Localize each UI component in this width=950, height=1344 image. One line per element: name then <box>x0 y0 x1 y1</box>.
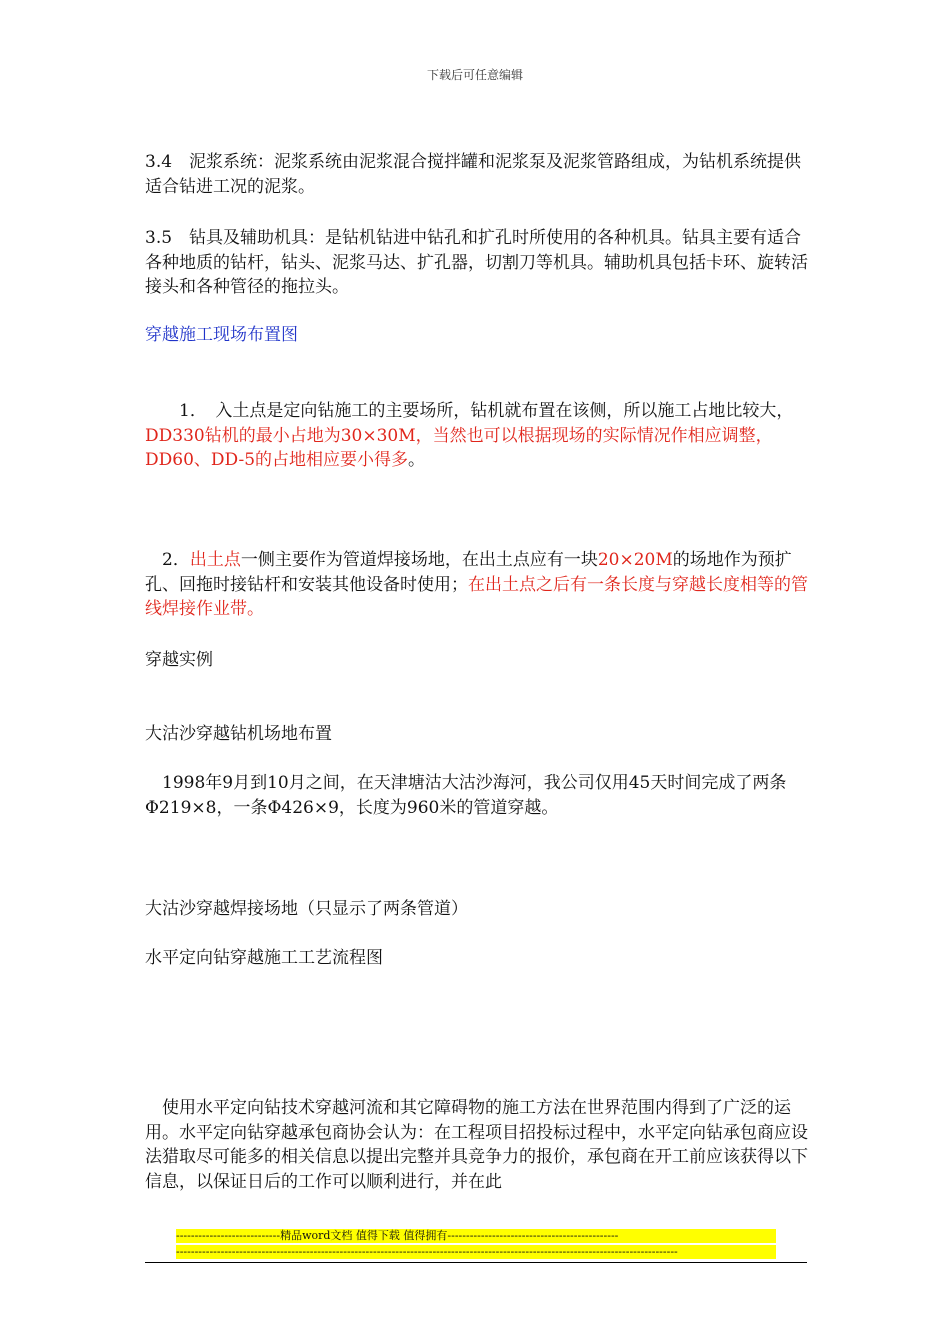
item1-text-a: 1． 入土点是定向钻施工的主要场所，钻机就布置在该侧，所以施工占地比较大， <box>145 401 794 421</box>
footer-rule <box>145 1262 807 1263</box>
item2-text-b: 一侧主要作为管道焊接场地，在出土点应有一块 <box>240 550 598 570</box>
paragraph-3-5: 3.5 钻具及辅助机具：是钻机钻进中钻孔和扩孔时所使用的各种机具。钻具主要有适合各种地质的钻杆，钻头、泥浆马达、扩孔器，切割刀等机具。辅助机具包括卡环、旋转活接头和各种管径的拖拉头。 <box>145 228 808 297</box>
footer-banner-line-2: --------------------------------------------------------------------------------------------------------------------------------------- <box>176 1245 776 1259</box>
item1-text-end: 。 <box>408 450 426 470</box>
item2-text-c: 的场地作为预扩孔、回拖时接钻杆和安装其他设备时使用； <box>145 550 792 595</box>
paragraph-3-4: 3.4 泥浆系统：泥浆系统由泥浆混合搅拌罐和泥浆泵及泥浆管路组成，为钻机系统提供适合钻进工况的泥浆。 <box>145 152 802 197</box>
item2-text-red-end: 在出土点之后有一条长度与穿越长度相等的管线焊接作业带。 <box>145 574 808 619</box>
flowchart-title: 水平定向钻穿越施工工艺流程图 <box>145 948 383 968</box>
intro-paragraph: 使用水平定向钻技术穿越河流和其它障碍物的施工方法在世界范围内得到了广泛的运用。水平定向钻穿越承包商协会认为：在工程项目招投标过程中，水平定向钻承包商应设法猎取尽可能多的相关信息以提出完整并具竞争力的报价，承包商在开工前应该获得以下信息，以保证日后的工作可以顺利进行，并在此 <box>145 1098 808 1192</box>
item2-exit-point: 出土点 <box>189 550 241 570</box>
footer-banner-line-1: ----------------------------精品word文档 值得下载 值得拥有---------------------------------------------- <box>176 1229 776 1243</box>
item1-text-red: DD330钻机的最小占地为30×30M，当然也可以根据现场的实际情况作相应调整，DD60、DD-5的占地相应要小得多 <box>145 425 773 470</box>
dagusha-layout-title: 大沽沙穿越钻机场地布置 <box>145 724 332 744</box>
dagusha-description: 1998年9月到10月之间，在天津塘沽大沽沙海河，我公司仅用45天时间完成了两条Φ219×8，一条Φ426×9，长度为960米的管道穿越。 <box>145 773 787 818</box>
list-item-1 <box>145 399 810 473</box>
page-header: 下载后可任意编辑 <box>426 68 523 82</box>
item2-text-a: 2． <box>145 550 190 570</box>
list-item-2 <box>145 548 810 622</box>
example-title: 穿越实例 <box>145 650 213 670</box>
layout-diagram-title: 穿越施工现场布置图 <box>145 325 298 345</box>
item2-area-size: 20×20M <box>597 550 673 570</box>
welding-site-title: 大沽沙穿越焊接场地（只显示了两条管道） <box>145 899 468 919</box>
